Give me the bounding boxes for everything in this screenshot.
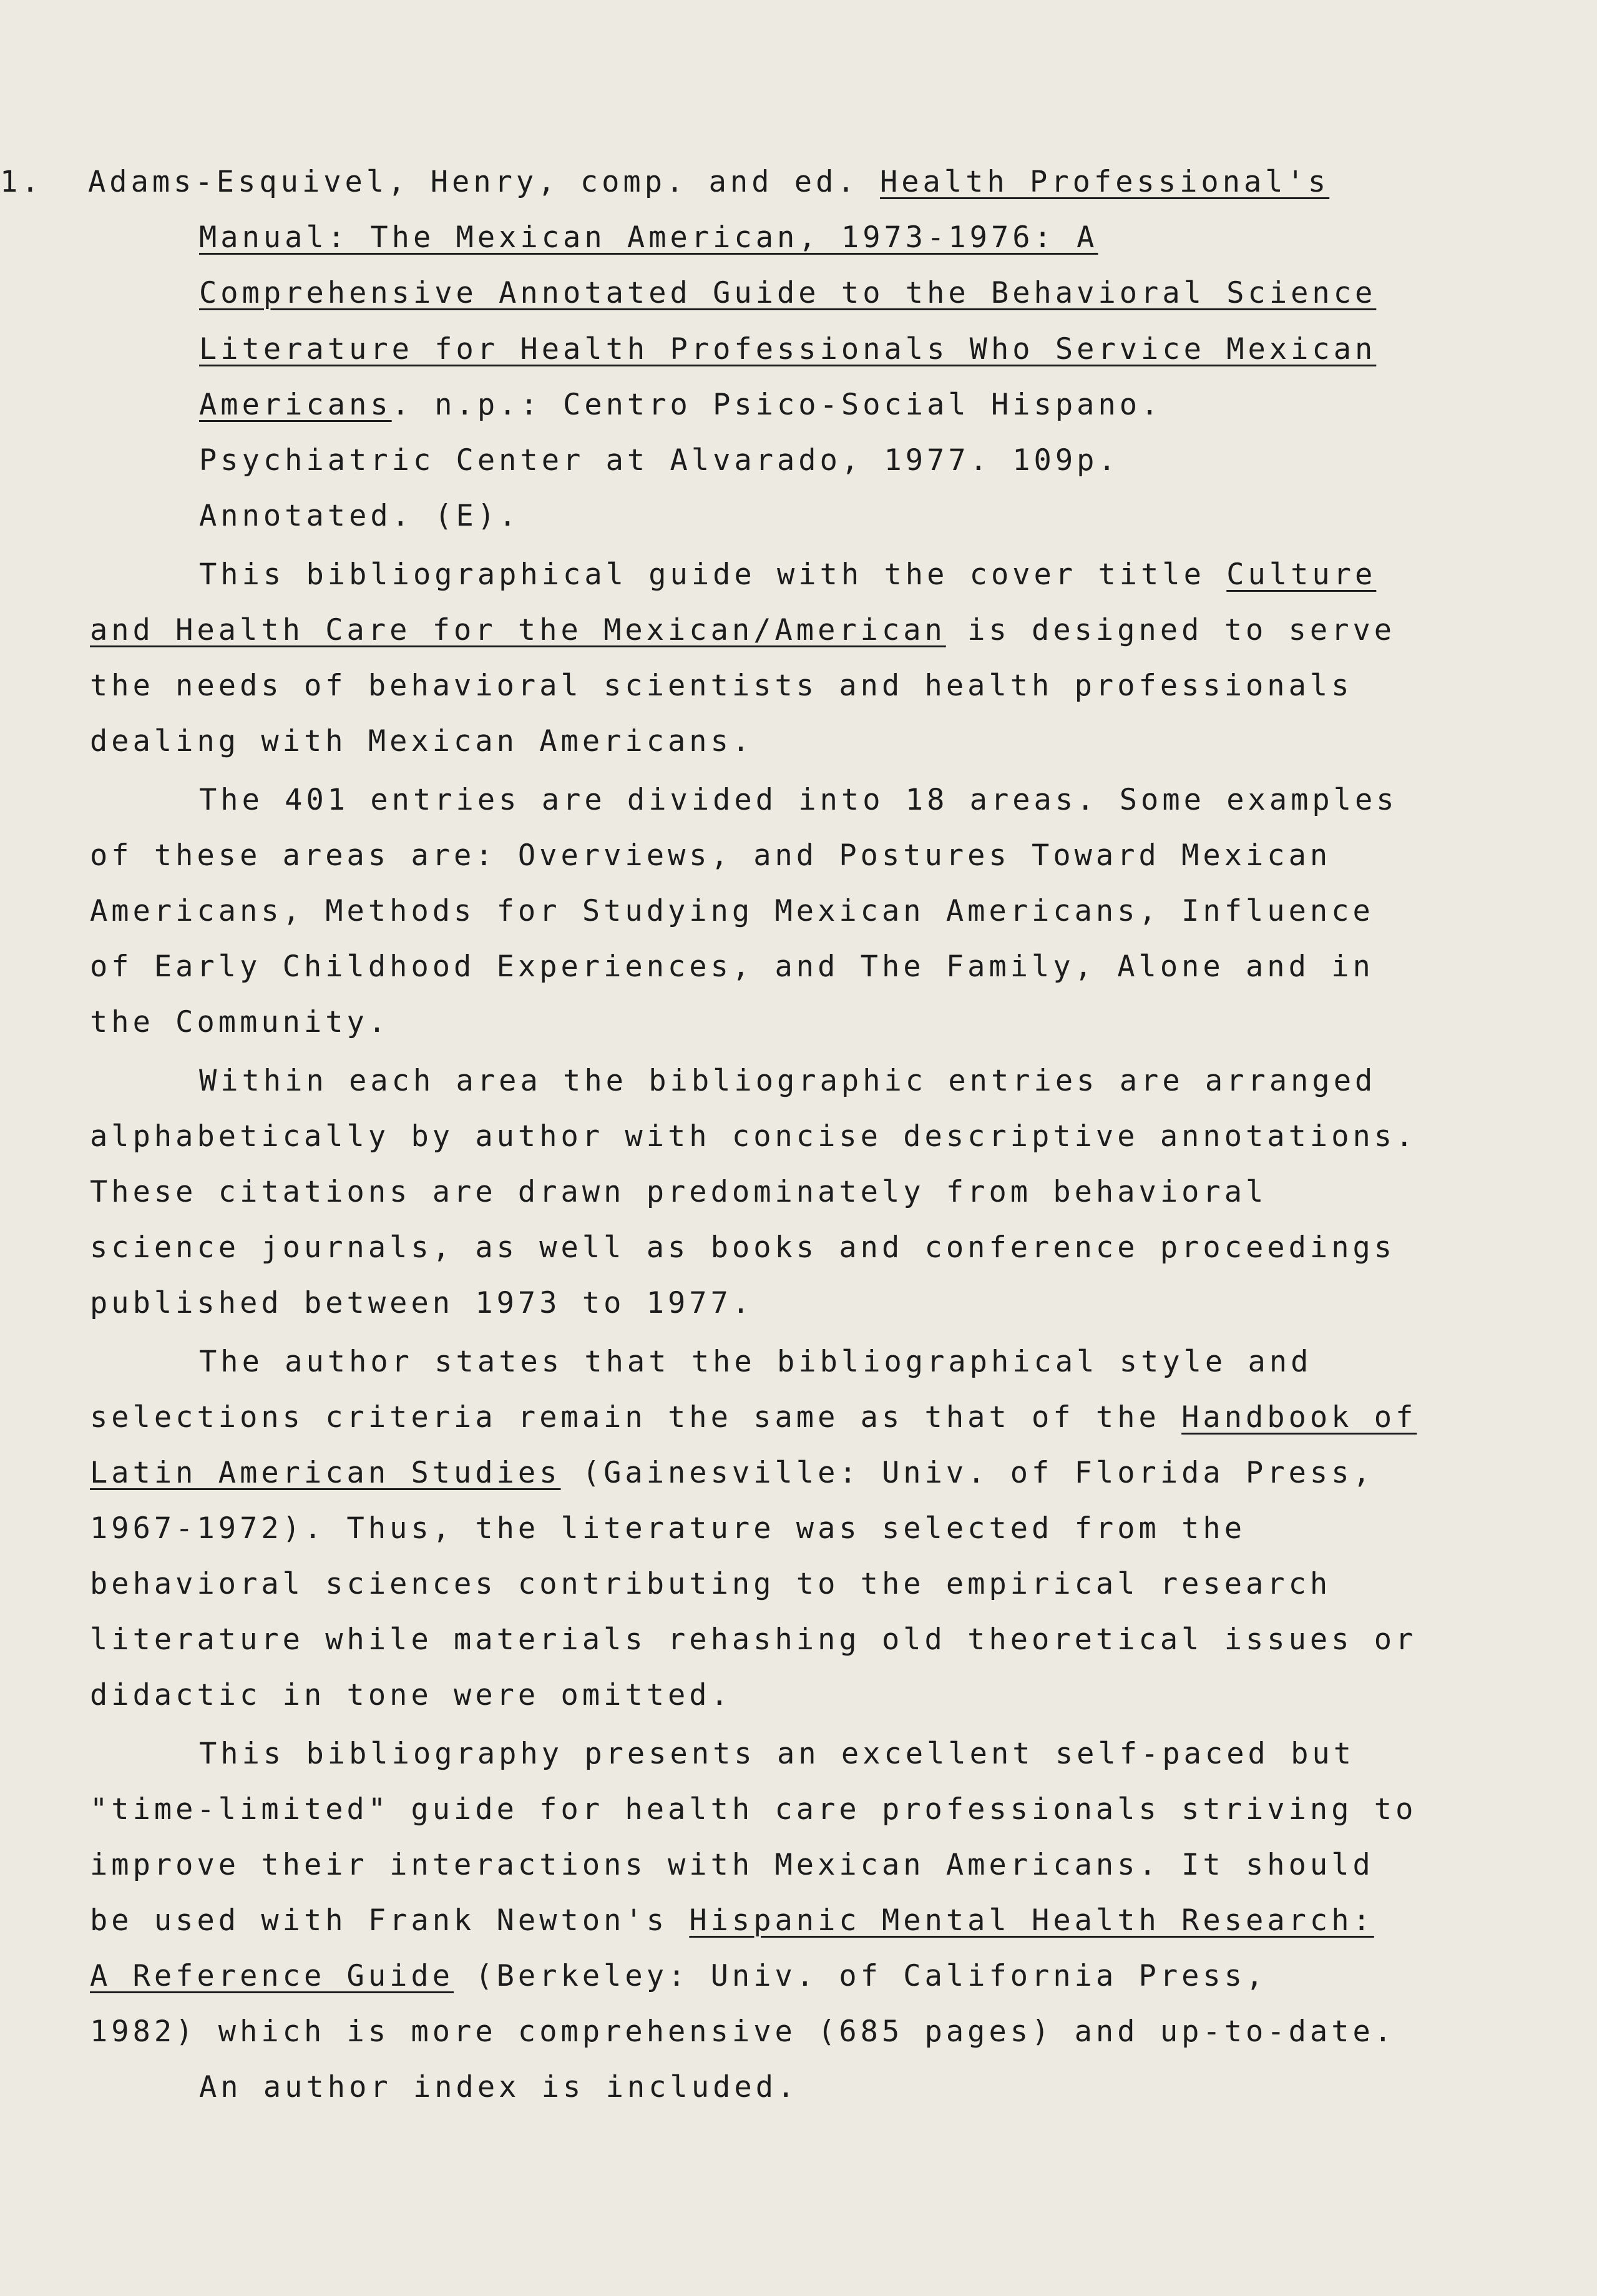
title-underlined: Culture	[1226, 557, 1377, 592]
paragraph-line: Americans, Methods for Studying Mexican Americans, Influence	[90, 894, 1374, 928]
paragraph-line: alphabetically by author with concise descriptive annotations.	[90, 1119, 1417, 1154]
paragraph-line: the Community.	[90, 1005, 390, 1039]
publication-info: . n.p.: Centro Psico-Social Hispano.	[391, 388, 1163, 422]
paragraph-line: This bibliography presents an excellent self-paced but	[199, 1737, 1355, 1771]
paragraph-line	[90, 1902, 1374, 1940]
paragraph-line: of Early Childhood Experiences, and The Family, Alone and in	[90, 949, 1374, 984]
title-underlined: Latin American Studies	[90, 1456, 561, 1490]
paragraph-line: didactic in tone were omitted.	[90, 1678, 732, 1712]
paragraph-line	[90, 612, 1395, 649]
citation-line-3	[199, 275, 1376, 312]
title-underlined: Manual: The Mexican American, 1973-1976: A	[199, 220, 1098, 255]
paragraph-line	[90, 1958, 1267, 1995]
title-underlined: Handbook of	[1181, 1400, 1417, 1435]
paragraph-line: dealing with Mexican Americans.	[90, 724, 754, 758]
paragraph-line: published between 1973 to 1977.	[90, 1286, 754, 1320]
body-text: be used with Frank Newton's	[90, 1903, 668, 1938]
paragraph-line	[90, 1455, 1374, 1492]
title-underlined: Literature for Health Professionals Who Service Mexican	[199, 332, 1377, 366]
body-text: selections criteria remain the same as that of the	[90, 1400, 1160, 1435]
paragraph-line: behavioral sciences contributing to the empirical research	[90, 1567, 1332, 1601]
body-text: (Berkeley: Univ. of California Press,	[475, 1959, 1267, 1993]
citation-line-4	[199, 331, 1376, 368]
body-text: is designed to serve	[967, 613, 1396, 647]
entry-number: 1.	[0, 165, 43, 199]
citation-line-1	[88, 164, 1329, 201]
citation-line-6: Psychiatric Center at Alvarado, 1977. 109p.	[199, 443, 1120, 478]
paragraph-line: These citations are drawn predominately from behavioral	[90, 1175, 1267, 1209]
title-underlined: Hispanic Mental Health Research:	[689, 1903, 1374, 1938]
paragraph-line: science journals, as well as books and conference proceedings	[90, 1230, 1396, 1265]
paragraph-line: Within each area the bibliographic entries are arranged	[199, 1064, 1377, 1098]
title-underlined: Americans	[199, 388, 392, 422]
paragraph-line: literature while materials rehashing old theoretical issues or	[90, 1622, 1417, 1657]
paragraph-line: The 401 entries are divided into 18 areas. Some examples	[199, 783, 1398, 817]
citation-line-7: Annotated. (E).	[199, 499, 520, 533]
paragraph-line: improve their interactions with Mexican Americans. It should	[90, 1848, 1374, 1882]
paragraph-line	[199, 556, 1376, 594]
citation-line-2	[199, 219, 1098, 257]
title-underlined: A Reference Guide	[90, 1959, 454, 1993]
title-underlined: Comprehensive Annotated Guide to the Behavioral Science	[199, 276, 1377, 310]
paragraph-line: An author index is included.	[199, 2070, 799, 2104]
paragraph-line: the needs of behavioral scientists and health professionals	[90, 669, 1353, 703]
body-text: (Gainesville: Univ. of Florida Press,	[582, 1456, 1374, 1490]
paragraph-line: "time-limited" guide for health care professionals striving to	[90, 1792, 1417, 1827]
citation-line-5	[199, 386, 1162, 424]
paragraph-line: 1982) which is more comprehensive (685 pages) and up-to-date.	[90, 2014, 1396, 2049]
title-underlined: and Health Care for the Mexican/American	[90, 613, 946, 647]
author-statement: Adams-Esquivel, Henry, comp. and ed.	[88, 165, 859, 199]
paragraph-line: 1967-1972). Thus, the literature was selected from the	[90, 1511, 1246, 1546]
paragraph-line: The author states that the bibliographical style and	[199, 1345, 1312, 1379]
paragraph-line: of these areas are: Overviews, and Postures Toward Mexican	[90, 838, 1332, 873]
paragraph-line	[90, 1399, 1417, 1436]
title-underlined: Health Professional's	[879, 165, 1330, 199]
body-text: This bibliographical guide with the cover title	[199, 557, 1205, 592]
